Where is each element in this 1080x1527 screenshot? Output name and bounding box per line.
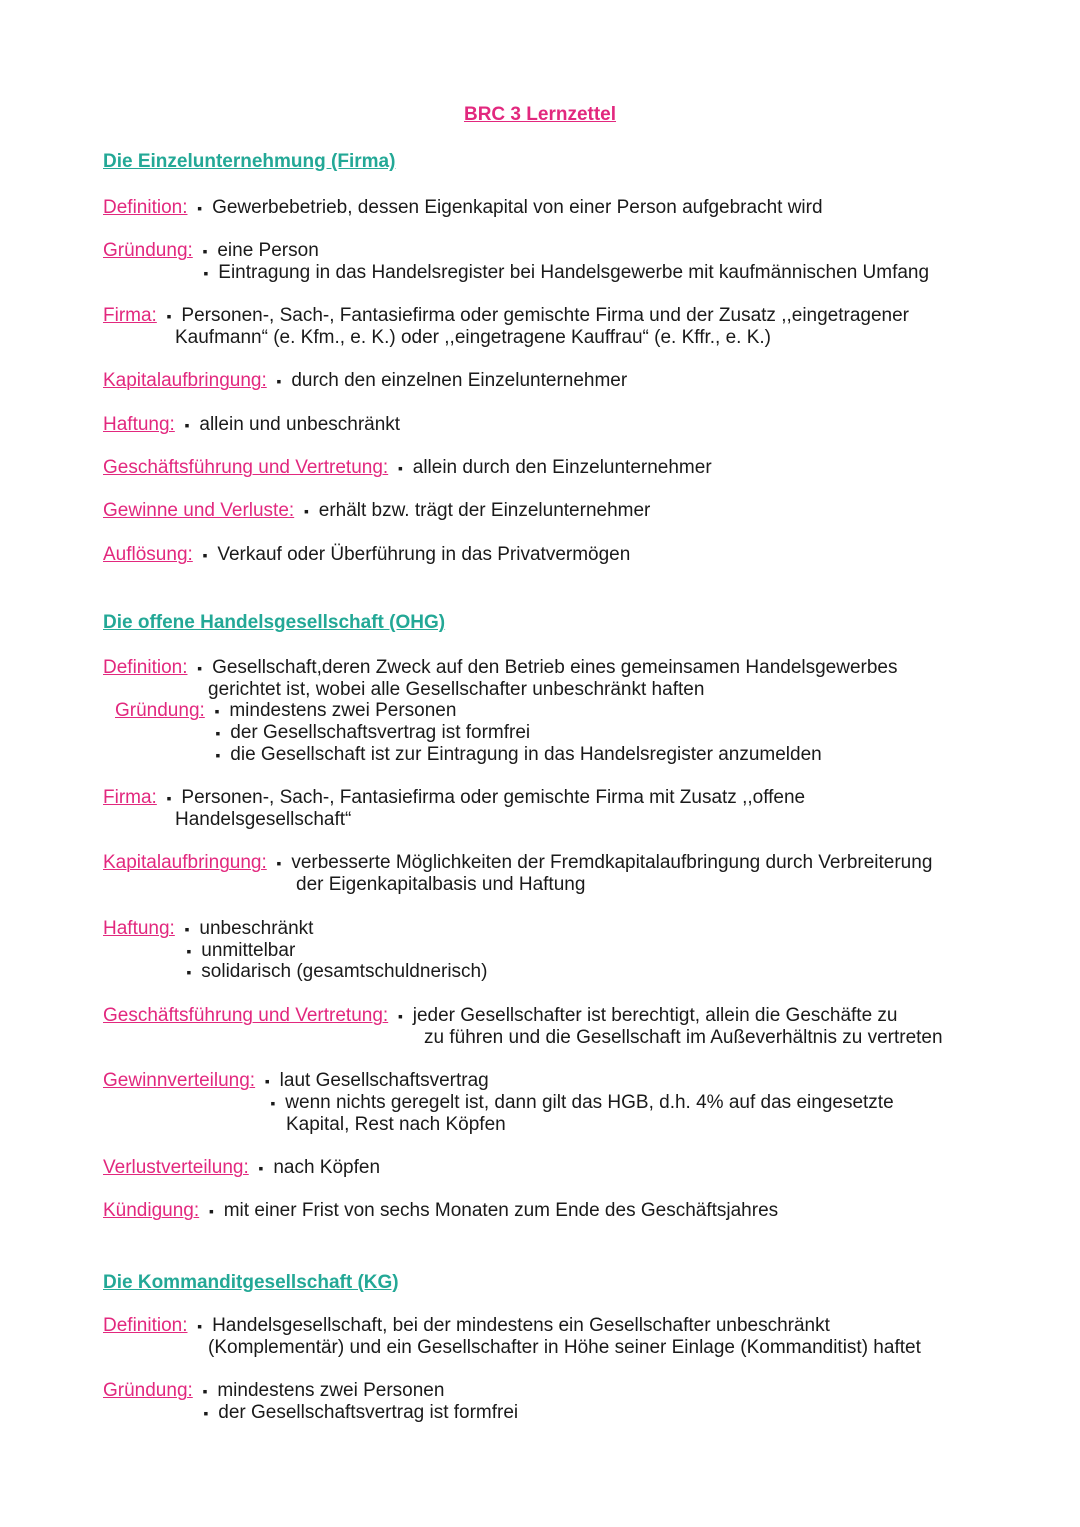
entry-text: erhält bzw. trägt der Einzelunternehmer [318,500,651,521]
entry-line [103,414,400,436]
entry-label: Gründung: [103,1380,193,1401]
entry-label: Geschäftsführung und Vertretung: [103,1005,389,1026]
bullet-icon: ▪ [214,703,220,719]
bullet-icon: ▪ [203,265,209,281]
entry-line [266,1092,894,1114]
entry-label: Definition: [103,1315,188,1336]
entry-line [211,722,530,744]
bullet-icon: ▪ [276,855,282,871]
entry-line [103,852,932,874]
entry-line [286,1114,506,1136]
entry-text: Personen-, Sach-, Fantasiefirma oder gemischte Firma mit Zusatz ,,offene [181,787,806,808]
entry-line [103,657,898,679]
entry-line [199,1402,518,1424]
bullet-icon: ▪ [202,1383,208,1399]
bullet-icon: ▪ [166,308,172,324]
entry-label: Kündigung: [103,1200,200,1221]
document-title: BRC 3 Lernzettel [463,104,617,125]
entry-line [296,874,585,896]
section-heading: Die Einzelunternehmung (Firma) [103,151,396,172]
entry-line [103,305,909,327]
entry-text: der Gesellschaftsvertrag ist formfrei [230,722,531,743]
bullet-icon: ▪ [397,1008,403,1024]
entry-text: Gesellschaft,deren Zweck auf den Betrieb eines gemeinsamen Handelsgewerbes [212,657,898,678]
bullet-icon: ▪ [197,1318,203,1334]
entry-line [103,1070,489,1092]
bullet-icon: ▪ [270,1095,276,1111]
entry-text: unbeschränkt [199,918,314,939]
bullet-icon: ▪ [166,790,172,806]
entry-line [103,370,627,392]
bullet-icon: ▪ [258,1160,264,1176]
entry-line [211,744,822,766]
entry-text: jeder Gesellschafter ist berechtigt, allein die Geschäfte zu [412,1005,898,1026]
entry-label: Gewinne und Verluste: [103,500,295,521]
entry-line [103,500,650,522]
entry-text: allein und unbeschränkt [199,414,401,435]
section-heading: Die Kommanditgesellschaft (KG) [103,1272,399,1293]
bullet-icon: ▪ [197,200,203,216]
entry-line [115,700,456,722]
entry-line [199,262,929,284]
entry-text: verbesserte Möglichkeiten der Fremdkapitalaufbringung durch Verbreiterung [291,852,933,873]
entry-label: Definition: [103,657,188,678]
entry-text: Handelsgesellschaft“ [175,809,352,830]
entry-text: mindestens zwei Personen [229,700,457,721]
entry-line [103,240,319,262]
bullet-icon: ▪ [276,373,282,389]
bullet-icon: ▪ [215,747,221,763]
section-heading: Die offene Handelsgesellschaft (OHG) [103,612,446,633]
entry-line [182,940,295,962]
entry-line [175,809,351,831]
entry-text: Kapital, Rest nach Köpfen [286,1114,506,1135]
entry-text: nach Köpfen [273,1157,381,1178]
entry-text: eine Person [217,240,319,261]
entry-text: Kaufmann“ (e. Kfm., e. K.) oder ,,eingetragene Kauffrau“ (e. Kffr., e. K.) [175,327,771,348]
entry-line [103,197,823,219]
bullet-icon: ▪ [264,1073,270,1089]
entry-label: Auflösung: [103,544,193,565]
entry-line [424,1027,943,1049]
entry-text: solidarisch (gesamtschuldnerisch) [201,961,488,982]
entry-text: allein durch den Einzelunternehmer [412,457,712,478]
bullet-icon: ▪ [184,921,190,937]
bullet-icon: ▪ [202,243,208,259]
bullet-icon: ▪ [303,503,309,519]
entry-text: Handelsgesellschaft, bei der mindestens ein Gesellschafter unbeschränkt [212,1315,830,1336]
bullet-icon: ▪ [208,1203,214,1219]
entry-line [182,961,487,983]
entry-text: mit einer Frist von sechs Monaten zum Ende des Geschäftsjahres [223,1200,779,1221]
entry-text: Verkauf oder Überführung in das Privatvermögen [217,544,631,565]
entry-text: der Gesellschaftsvertrag ist formfrei [218,1402,519,1423]
entry-label: Firma: [103,787,157,808]
entry-label: Definition: [103,197,188,218]
entry-text: mindestens zwei Personen [217,1380,445,1401]
entry-label: Geschäftsführung und Vertretung: [103,457,389,478]
entry-line [103,1315,830,1337]
entry-line [103,1200,778,1222]
entry-line [103,544,630,566]
entry-line [175,327,771,349]
bullet-icon: ▪ [184,417,190,433]
bullet-icon: ▪ [215,725,221,741]
entry-text: durch den einzelnen Einzelunternehmer [291,370,628,391]
entry-line [103,1380,444,1402]
entry-text: laut Gesellschaftsvertrag [279,1070,489,1091]
entry-text: Gewerbebetrieb, dessen Eigenkapital von einer Person aufgebracht wird [212,197,823,218]
entry-text: die Gesellschaft ist zur Eintragung in das Handelsregister anzumelden [230,744,822,765]
entry-label: Gewinnverteilung: [103,1070,256,1091]
entry-line [103,1157,380,1179]
bullet-icon: ▪ [186,964,192,980]
entry-line [208,679,704,701]
bullet-icon: ▪ [186,943,192,959]
entry-text: der Eigenkapitalbasis und Haftung [296,874,586,895]
entry-line [103,918,313,940]
entry-label: Haftung: [103,918,175,939]
entry-text: wenn nichts geregelt ist, dann gilt das HGB, d.h. 4% auf das eingesetzte [285,1092,894,1113]
entry-text: zu führen und die Gesellschaft im Außeverhältnis zu vertreten [424,1027,943,1048]
entry-label: Haftung: [103,414,175,435]
entry-label: Firma: [103,305,157,326]
entry-line [103,457,712,479]
entry-line [208,1337,921,1359]
entry-text: unmittelbar [201,940,296,961]
bullet-icon: ▪ [197,660,203,676]
entry-label: Gründung: [103,240,193,261]
bullet-icon: ▪ [203,1405,209,1421]
entry-line [103,787,805,809]
entry-label: Verlustverteilung: [103,1157,249,1178]
entry-label: Gründung: [115,700,205,721]
entry-label: Kapitalaufbringung: [103,370,267,391]
bullet-icon: ▪ [397,460,403,476]
entry-text: gerichtet ist, wobei alle Gesellschafter unbeschränkt haften [208,679,705,700]
entry-line [103,1005,898,1027]
entry-label: Kapitalaufbringung: [103,852,267,873]
bullet-icon: ▪ [202,547,208,563]
entry-text: (Komplementär) und ein Gesellschafter in Höhe seiner Einlage (Kommanditist) haftet [208,1337,921,1358]
entry-text: Eintragung in das Handelsregister bei Handelsgewerbe mit kaufmännischen Umfang [218,262,930,283]
entry-text: Personen-, Sach-, Fantasiefirma oder gemischte Firma und der Zusatz ,,eingetragener [181,305,910,326]
